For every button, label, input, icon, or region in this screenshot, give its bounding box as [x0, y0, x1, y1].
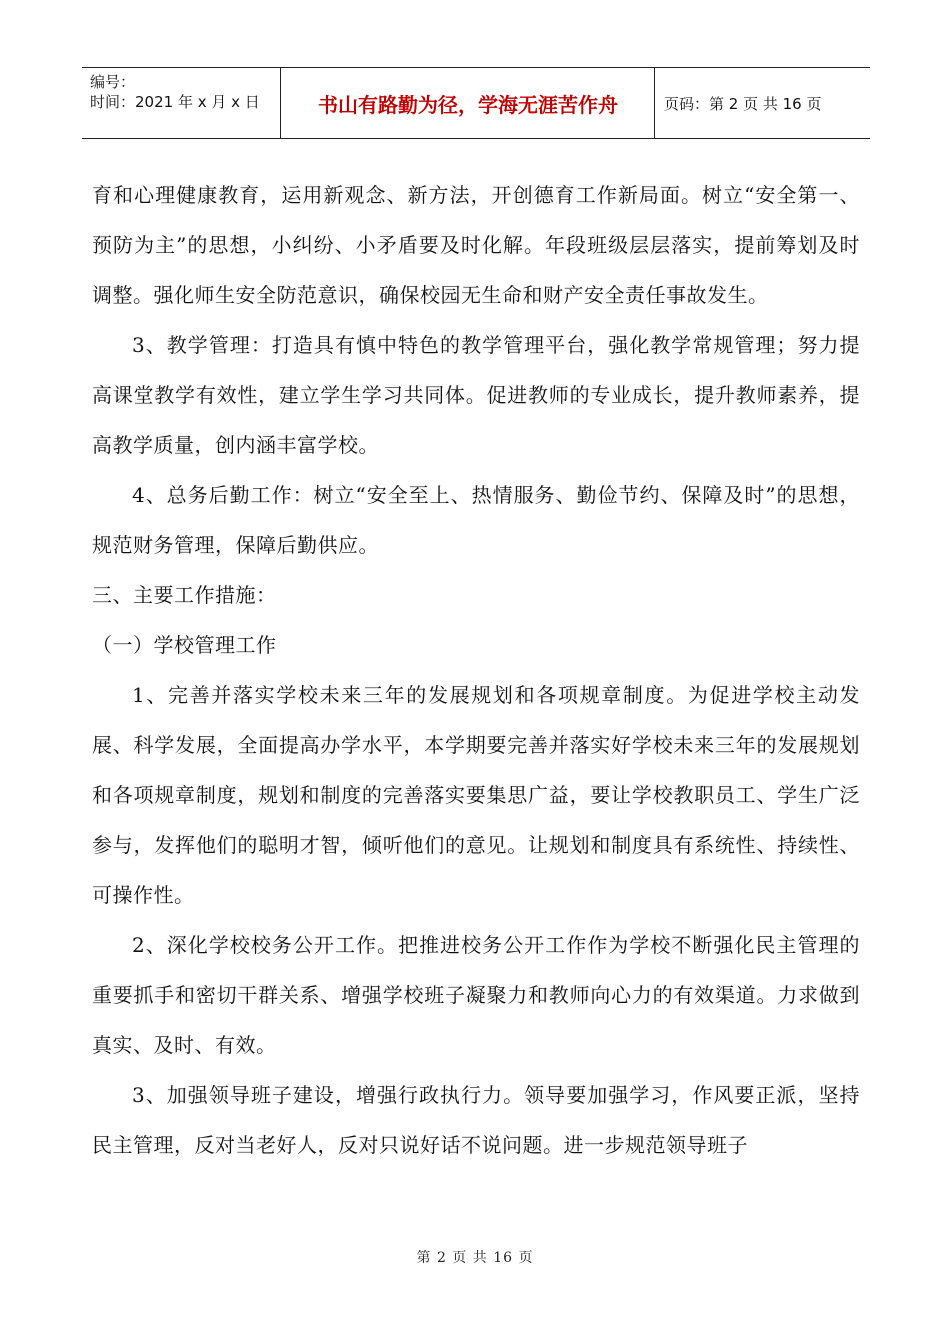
paragraph: 2、深化学校校务公开工作。把推进校务公开工作作为学校不断强化民主管理的重要抓手和密切干群关系、增强学校班子凝聚力和教师向心力的有效渠道。力求做到真实、及时、有效。 [92, 933, 860, 1057]
header-divider-right [654, 68, 655, 138]
page-footer: 第 2 页 共 16 页 [416, 1250, 534, 1266]
paragraph: 3、教学管理：打造具有慎中特色的教学管理平台，强化教学常规管理；努力提高课堂教学有效性，建立学生学习共同体。促进教师的专业成长，提升教师素养，提高教学质量，创内涵丰富学校。 [92, 333, 860, 457]
section-heading: 三、主要工作措施： [92, 583, 277, 607]
header-page-info: 页码：第 2 页 共 16 页 [664, 94, 822, 113]
header-meta [90, 72, 278, 112]
header-motto: 书山有路勤为径，学海无涯苦作舟 [318, 92, 618, 117]
number-label: 编号： [90, 73, 136, 91]
paragraph: 4、总务后勤工作：树立“安全至上、热情服务、勤俭节约、保障及时”的思想，规范财务管理，保障后勤供应。 [92, 483, 860, 557]
header-divider-left [280, 68, 281, 138]
document-body [92, 170, 860, 1170]
paragraph: 3、加强领导班子建设，增强行政执行力。领导要加强学习，作风要正派，坚持民主管理，反对当老好人，反对只说好话不说问题。进一步规范领导班子 [92, 1083, 860, 1157]
paragraph: 1、完善并落实学校未来三年的发展规划和各项规章制度。为促进学校主动发展、科学发展，全面提高办学水平，本学期要完善并落实好学校未来三年的发展规划和各项规章制度，规划和制度的完善落实要集思广益，要让学校教职员工、学生广泛参与，发挥他们的聪明才智，倾听他们的意见。让规划和制度具有系统性、持续性、可操作性。 [92, 683, 860, 907]
header-table [82, 67, 870, 139]
paragraph: 育和心理健康教育，运用新观念、新方法，开创德育工作新局面。树立“安全第一、预防为主”的思想，小纠纷、小矛盾要及时化解。年段班级层层落实，提前筹划及时调整。强化师生安全防范意识，确保校园无生命和财产安全责任事故发生。 [92, 183, 860, 307]
time-label: 时间：2021 年 x 月 x 日 [90, 93, 260, 111]
subsection-heading: （一）学校管理工作 [92, 633, 277, 657]
